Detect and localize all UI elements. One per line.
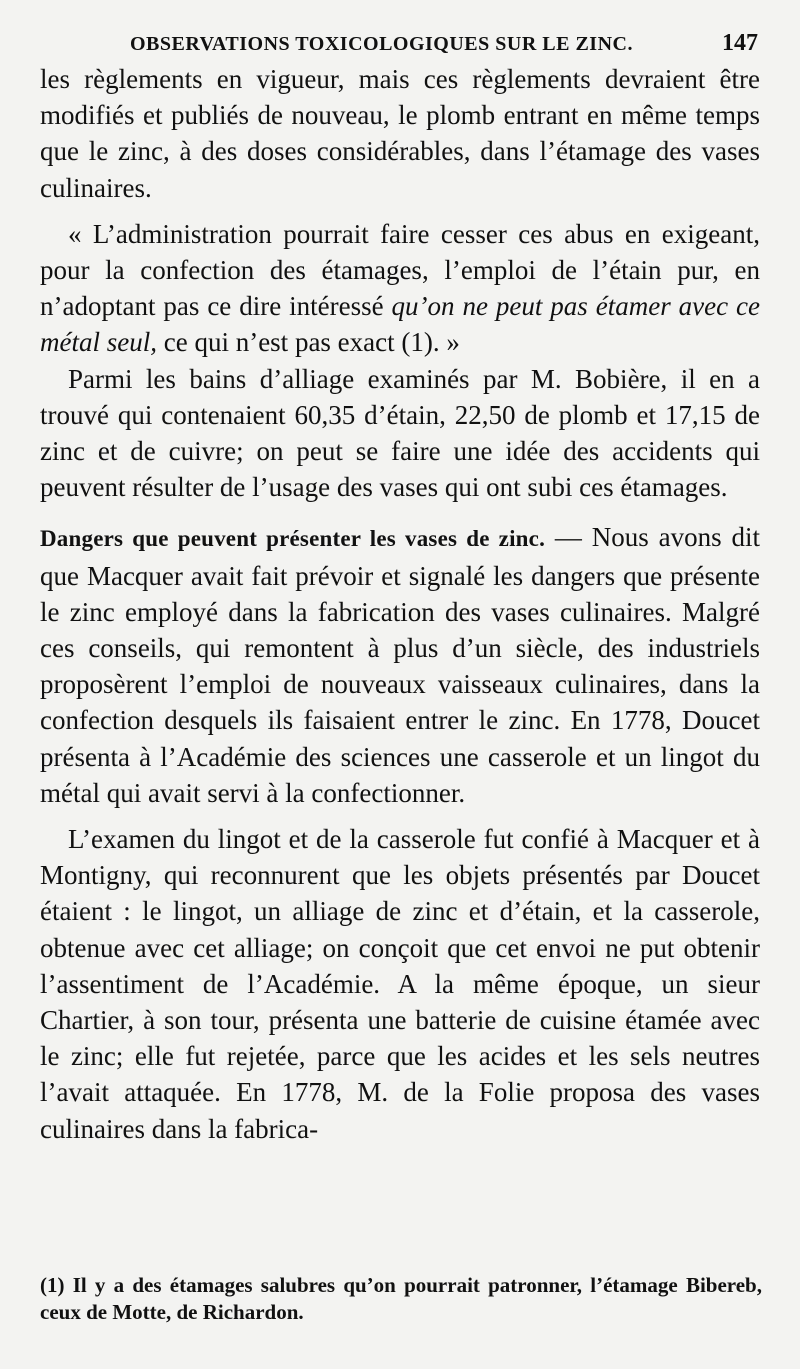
paragraph-5: L’examen du lingot et de la casserole fut confié à Macquer et à Montigny, qui reconnurent que les objets présentés par Doucet étaient : le lingot, un alliage de zinc et d’étain, et la casserole, obtenue avec cet alliage; on conçoit que cet envoi ne put obtenir l’assentiment de l’Académie. A la même époque, un sieur Chartier, à son tour, présenta une batterie de cuisine étamée avec le zinc; elle fut rejetée, parce que les acides et les sels neutres l’avait attaquée. En 1778, M. de la Folie proposa des vases culinaires dans la fabrica- [40,824,760,1144]
paragraph-3: Parmi les bains d’alliage examinés par M. Bobière, il en a trouvé qui contenaient 60,35 d’étain, 22,50 de plomb et 17,15 de zinc et de cuivre; on peut se faire une idée des accidents qui peuvent résulter de l’usage des vases qui ont subi ces étamages. [40,363,760,503]
quotation-italic: qu’on ne peut pas étamer avec ce métal seul, [40,291,760,358]
footnotes [40,1272,762,1326]
page-number: 147 [722,30,758,56]
paragraph-2-quotation [40,216,760,361]
body-text [40,61,760,1147]
paragraph-4-section [40,519,760,811]
quotation-end: ce qui n’est pas exact (1). » [156,327,460,358]
section-body: — Nous avons dit que Macquer avait fait prévoir et signalé les dangers que présente le zinc employé dans la fabrication des vases culinaires. Malgré ces conseils, qui remontent à plus d’un siècle, des industriels proposèrent l’emploi de nouveaux vaisseaux culinaires, dans la confection desquels ils faisaient entrer le zinc. En 1778, Doucet présenta à l’Académie des sciences une casserole et un lingot du métal qui avait servi à la confectionner. [40,522,760,808]
quotation-start: « L’administration pourrait faire cesser ces abus en exigeant, pour la confection des étamages, l’emploi de l’étain pur, en n’adoptant pas ce dire intéressé [40,218,760,322]
running-header [40,30,760,57]
paragraph-1: les règlements en vigueur, mais ces règlements devraient être modifiés et publiés de nouveau, le plomb entrant en même temps que le zinc, à des doses considérables, dans l’étamage des vases culinaires. [40,64,760,203]
running-title: OBSERVATIONS TOXICOLOGIQUES SUR LE ZINC. [130,33,633,55]
footnote-1: (1) Il y a des étamages salubres qu’on pourrait patronner, l’étamage Bibereb, ceux de Motte, de Richardon. [40,1273,762,1324]
section-heading: Dangers que peuvent présenter les vases de zinc. [40,526,546,552]
